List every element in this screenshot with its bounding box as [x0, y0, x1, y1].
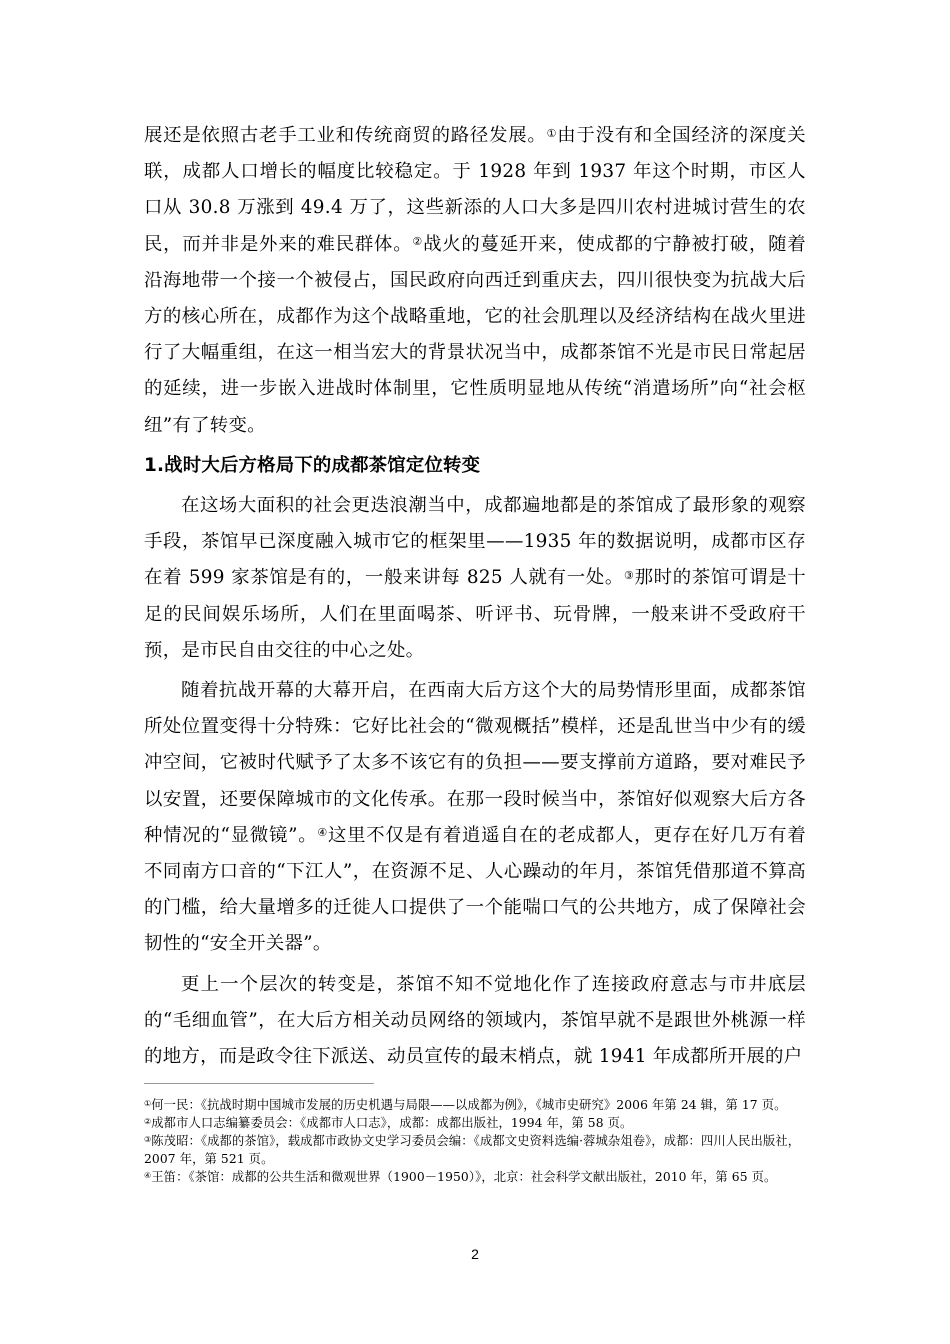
- footnotes: [144, 1096, 806, 1186]
- paragraph-4: 更上一个层次的转变是，茶馆不知不觉地化作了连接政府意志与市井底层的“毛细血管”，在大后方相关动员网络的领域内，茶馆早就不是跟世外桃源一样的地方，而是政令往下派送、动员宣传的最末梢点，就 1941 年成都所开展的户: [144, 973, 806, 1068]
- page-number: 2: [471, 1246, 479, 1262]
- paragraph-text: 在这场大面积的社会更迭浪潮当中，成都遍地都是的茶馆成了最形象的观察手段，茶馆早已深度融入城市它的框架里——1935 年的数据说明，成都市区存在着 599 家茶馆是有的，一般来讲每 825 人就有一处。: [144, 495, 806, 589]
- footnote-mark: ①: [144, 1099, 152, 1109]
- footnote-ref-3[interactable]: ③: [624, 569, 635, 583]
- paragraph-1: [144, 118, 806, 444]
- section-heading: 1.战时大后方格局下的成都茶馆定位转变: [144, 454, 481, 476]
- footnote-ref-2[interactable]: ②: [412, 235, 424, 249]
- footnote-text: 王笛：《茶馆：成都的公共生活和微观世界（1900－1950）》，北京：社会科学文献出版社，2010 年，第 65 页。: [151, 1170, 777, 1184]
- paragraph-text: 随着抗战开幕的大幕开启，在西南大后方这个大的局势情形里面，成都茶馆所处位置变得十分特殊：它好比社会的“微观概括”模样，还是乱世当中少有的缓冲空间，它被时代赋予了太多不该它有的负担——要支撑前方道路，要对难民予以安置，还要保障城市的文化传承。在那一段时候当中，茶馆好似观察大后方各种情况的“显微镜”。: [144, 680, 806, 846]
- footnote-1: [144, 1096, 806, 1114]
- footnote-ref-4[interactable]: ④: [317, 826, 328, 840]
- footnote-mark: ④: [144, 1171, 152, 1181]
- body-text: [144, 118, 806, 1075]
- footnote-text: 陈茂昭：《成都的茶馆》，载成都市政协文史学习委员会编：《成都文史资料选编·蓉城杂俎卷》，成都：四川人民出版社，2007 年，第 521 页。: [144, 1134, 801, 1166]
- footnote-text: 何一民：《抗战时期中国城市发展的历史机遇与局限——以成都为例》，《城市史研究》2006 年第 24 辑，第 17 页。: [151, 1098, 787, 1112]
- paragraph-text: 这里不仅是有着逍遥自在的老成都人，更存在好几万有着不同南方口音的“下江人”，在资源不足、人心躁动的年月，茶馆凭借那道不算高的门槛，给大量增多的迁徙人口提供了一个能喘口气的公共地方，成了保障社会韧性的“安全开关器”。: [144, 824, 806, 955]
- footnote-mark: ②: [144, 1117, 152, 1127]
- footnote-2: [144, 1114, 806, 1132]
- paragraph-text: 展还是依照古老手工业和传统商贸的路径发展。: [144, 125, 547, 146]
- footnote-mark: ③: [144, 1135, 152, 1145]
- footnote-divider: [144, 1083, 374, 1084]
- footnote-text: 成都市人口志编纂委员会：《成都市人口志》，成都：成都出版社，1994 年，第 58 页。: [151, 1116, 633, 1130]
- footnote-ref-1[interactable]: ①: [546, 126, 558, 140]
- footnote-4: [144, 1168, 806, 1186]
- paragraph-text: 那时的茶馆可谓是十足的民间娱乐场所，人们在里面喝茶、听评书、玩骨牌，一般来讲不受政府干预，是市民自由交往的中心之处。: [144, 567, 806, 661]
- paragraph-3: [144, 673, 806, 963]
- paragraph-text: 由于没有和全国经济的深度关联，成都人口增长的幅度比较稳定。于 1928 年到 1937 年这个时期，市区人口从 30.8 万涨到 49.4 万了，这些新添的人口大多是四川农村进城讨营生的农民，而并非是外来的难民群体。: [144, 125, 806, 255]
- paragraph-2: [144, 488, 806, 669]
- footnote-3: [144, 1132, 806, 1168]
- paragraph-text: 战火的蔓延开来，使成都的宁静被打破，随着沿海地带一个接一个被侵占，国民政府向西迁到重庆去，四川很快变为抗战大后方的核心所在，成都作为这个战略重地，它的社会肌理以及经济结构在战火里进行了大幅重组，在这一相当宏大的背景状况当中，成都茶馆不光是市民日常起居的延续，进一步嵌入进战时体制里，它性质明显地从传统“消遣场所”向“社会枢纽”有了转变。: [144, 233, 807, 436]
